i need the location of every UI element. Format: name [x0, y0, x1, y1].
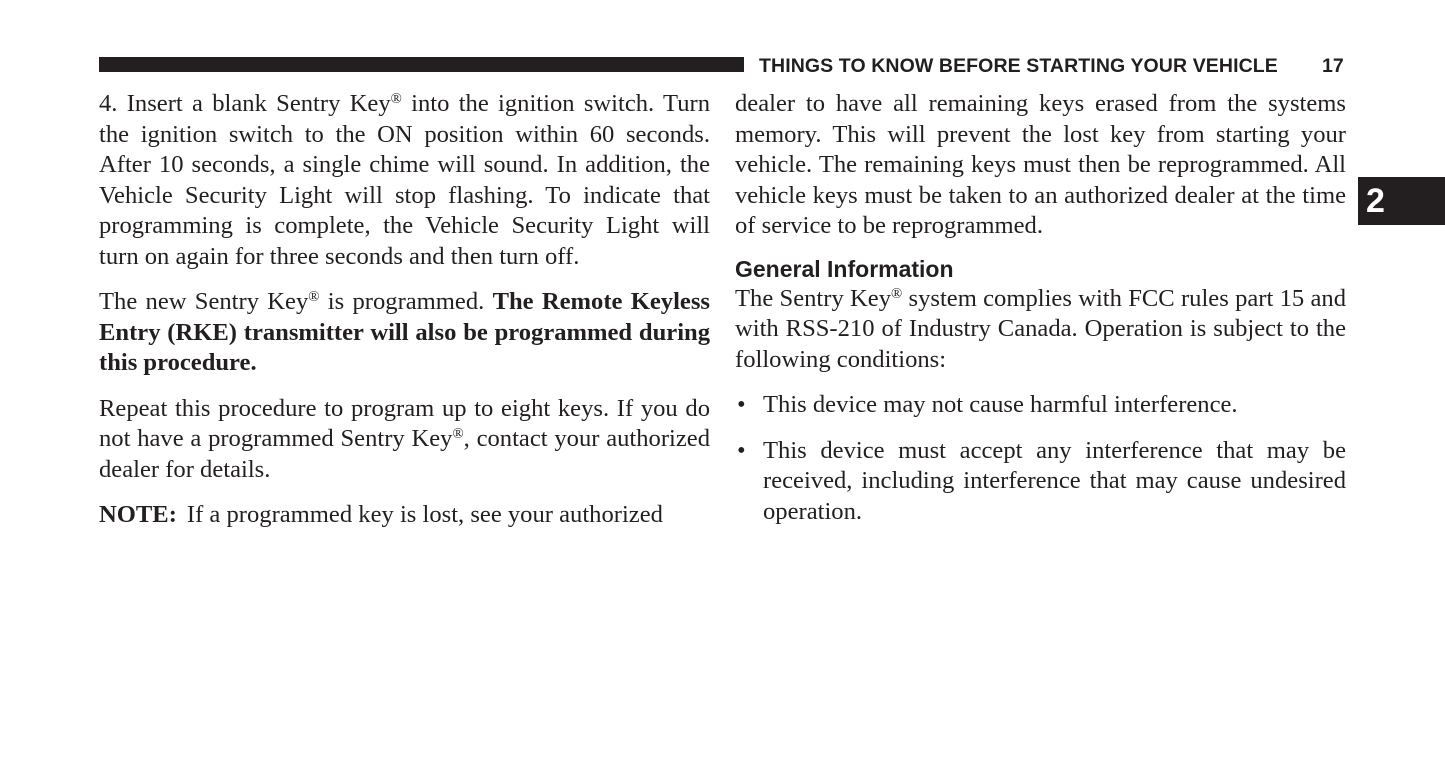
list-item: [735, 436, 1346, 528]
programmed-text-a: The new Sentry Key: [99, 288, 309, 315]
repeat-paragraph: [99, 394, 710, 486]
list-item-text: This device may not cause harmful interference.: [763, 391, 1238, 418]
bullet-icon: •: [737, 391, 746, 418]
step-4-text-a: 4. Insert a blank Sentry Key: [99, 90, 391, 117]
general-text-b: system complies with FCC rules part 15 and with RSS-210 of Industry Canada. Operation is subject to the following conditions:: [735, 284, 1346, 373]
left-column: [99, 89, 710, 531]
repeat-text-b: , contact your authorized dealer for details.: [99, 425, 710, 483]
chapter-number: 2: [1366, 182, 1385, 220]
continued-paragraph: dealer to have all remaining keys erased from the systems memory. This will prevent the lost key from starting your vehicle. The remaining keys must then be reprogrammed. All vehicle keys must be taken to an authorized dealer at the time of service to be reprogrammed.: [735, 90, 1346, 239]
general-info-paragraph: [735, 284, 1346, 376]
programmed-paragraph: [99, 287, 710, 379]
list-item-text: This device must accept any interference that may be received, including interference that may cause undesired operation.: [763, 436, 1346, 525]
note-paragraph: [99, 500, 710, 531]
repeat-text-a: Repeat this procedure to program up to eight keys. If you do not have a programmed Sentry Key: [99, 394, 710, 452]
registered-mark: ®: [308, 288, 320, 305]
registered-mark: ®: [891, 285, 903, 302]
section-heading: General Information: [735, 255, 954, 282]
general-text-a: The Sentry Key: [735, 284, 891, 312]
page-number: 17: [1322, 55, 1344, 77]
chapter-tab: [1358, 177, 1445, 225]
registered-mark: ®: [452, 425, 464, 442]
bullet-icon: •: [737, 436, 746, 464]
running-head: THINGS TO KNOW BEFORE STARTING YOUR VEHICLE: [759, 55, 1278, 77]
rke-emphasis: The Remote Keyless Entry (RKE) transmitter will also be programmed during this procedure.: [99, 288, 710, 376]
note-label: NOTE:: [99, 501, 177, 528]
list-item: [735, 390, 1346, 421]
note-text: If a programmed key is lost, see your authorized: [186, 501, 663, 528]
programmed-text-b: is programmed.: [319, 288, 493, 315]
step-4-paragraph: [99, 89, 710, 272]
header-rule: [99, 57, 744, 72]
registered-mark: ®: [390, 90, 402, 107]
conditions-list: [735, 390, 1346, 527]
right-column: [735, 89, 1346, 542]
step-4-text-b: into the ignition switch. Turn the ignition switch to the ON position within 60 seconds. After 10 seconds, a single chime will sound. In addition, the Vehicle Security Light will stop flashing. To indicate that programming is complete, the Vehicle Security Light will turn on again for three seconds and then turn off.: [99, 90, 710, 270]
